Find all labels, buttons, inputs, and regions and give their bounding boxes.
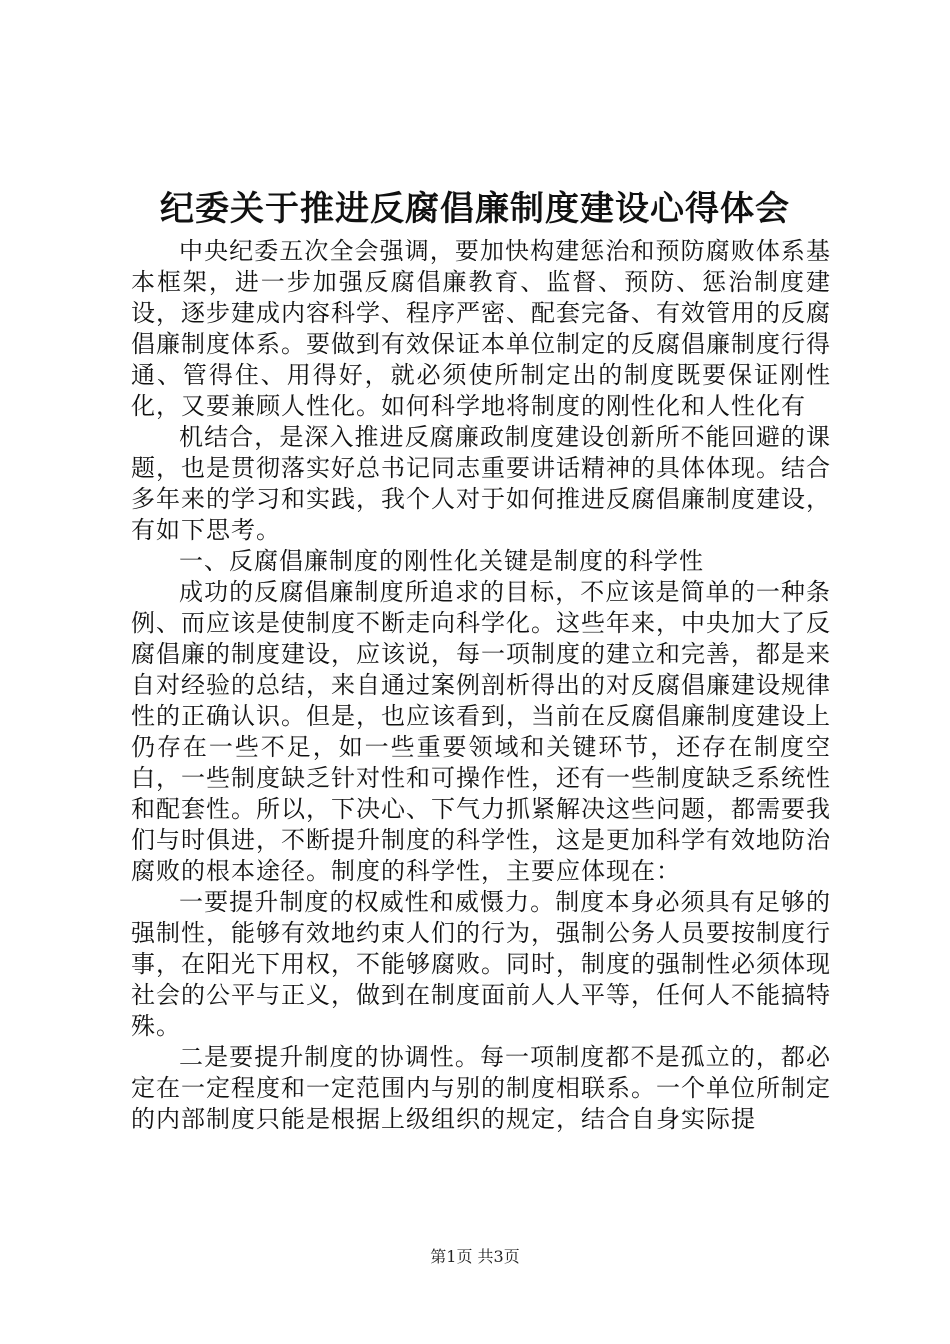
paragraph-point-2: 二是要提升制度的协调性。每一项制度都不是孤立的，都必定在一定程度和一定范围内与别的制度相联系。一个单位所制定的内部制度只能是根据上级组织的规定，结合自身实际提: [131, 1043, 831, 1133]
paragraph-continuation: 机结合，是深入推进反腐廉政制度建设创新所不能回避的课题，也是贯彻落实好总书记同志重要讲话精神的具体体现。结合多年来的学习和实践，我个人对于如何推进反腐倡廉制度建设，有如下思考。: [131, 423, 831, 544]
document-body: [131, 236, 831, 1135]
section-heading-1: 一、反腐倡廉制度的刚性化关键是制度的科学性: [179, 547, 704, 575]
paragraph-point-1: 一要提升制度的权威性和威慑力。制度本身必须具有足够的强制性，能够有效地约束人们的行为，强制公务人员要按制度行事，在阳光下用权，不能够腐败。同时，制度的强制性必须体现社会的公平与正义，做到在制度面前人人平等，任何人不能搞特殊。: [131, 888, 831, 1040]
paragraph-intro: 中央纪委五次全会强调，要加快构建惩治和预防腐败体系基本框架，进一步加强反腐倡廉教育、监督、预防、惩治制度建设，逐步建成内容科学、程序严密、配套完备、有效管用的反腐倡廉制度体系。要做到有效保证本单位制定的反腐倡廉制度行得通、管得住、用得好，就必须使所制定出的制度既要保证刚性化，又要兼顾人性化。如何科学地将制度的刚性化和人性化有: [131, 237, 831, 420]
page-number-footer: 第1页 共3页: [430, 1247, 520, 1266]
page-title: 纪委关于推进反腐倡廉制度建设心得体会: [160, 189, 790, 229]
paragraph-section-1: 成功的反腐倡廉制度所追求的目标，不应该是简单的一种条例、而应该是使制度不断走向科学化。这些年来，中央加大了反腐倡廉的制度建设，应该说，每一项制度的建立和完善，都是来自对经验的总结，来自通过案例剖析得出的对反腐倡廉建设规律性的正确认识。但是，也应该看到，当前在反腐倡廉制度建设上仍存在一些不足，如一些重要领域和关键环节，还存在制度空白，一些制度缺乏针对性和可操作性，还有一些制度缺乏系统性和配套性。所以，下决心、下气力抓紧解决这些问题，都需要我们与时俱进，不断提升制度的科学性，这是更加科学有效地防治腐败的根本途径。制度的科学性，主要应体现在：: [131, 578, 831, 885]
